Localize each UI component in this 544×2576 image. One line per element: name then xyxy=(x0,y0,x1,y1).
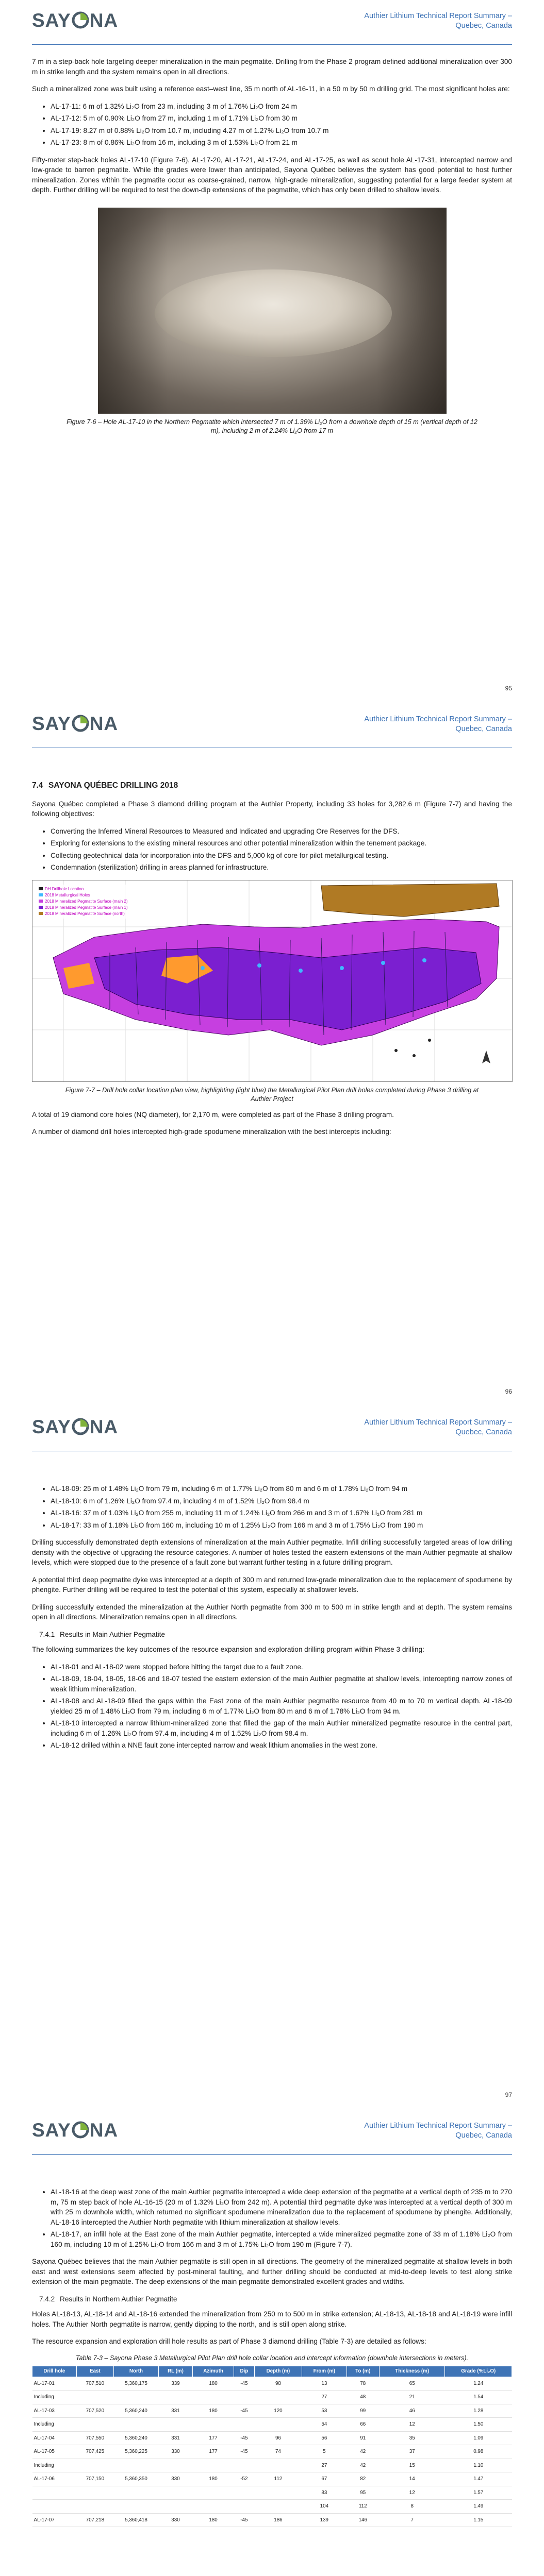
table-cell xyxy=(234,2418,254,2432)
table-body xyxy=(32,2377,512,2527)
table-cell: 53 xyxy=(302,2404,347,2418)
logo-text: SAY xyxy=(32,2120,71,2141)
table-cell: 27 xyxy=(302,2459,347,2472)
table-cell: 7 xyxy=(379,2513,445,2527)
table-cell: 330 xyxy=(158,2513,192,2527)
list-item: • AL-18-09, 18-04, 18-05, 18-06 and 18-07 tested the eastern extension of the main Authier pegmatite at shallow levels, intercepting narrow zones of weak lithium mineralization. xyxy=(51,1674,512,1694)
table-cell: -45 xyxy=(234,2445,254,2459)
table-cell: 707,550 xyxy=(76,2431,113,2445)
table-cell: 5,360,418 xyxy=(114,2513,159,2527)
table-cell xyxy=(254,2391,302,2404)
logo-text: NA xyxy=(89,10,119,31)
table-cell: 104 xyxy=(302,2500,347,2514)
sayona-logo xyxy=(32,11,118,30)
table-cell: 98 xyxy=(254,2377,302,2391)
page-content xyxy=(32,1484,512,1758)
table-row xyxy=(32,2391,512,2404)
table-cell: 339 xyxy=(158,2377,192,2391)
page-content xyxy=(32,57,512,442)
page-content xyxy=(32,2187,512,2527)
page-number: 97 xyxy=(505,2091,512,2098)
list-item: • AL-18-12 drilled within a NNE fault zone intercepted narrow and weak lithium anomalies in the west zone. xyxy=(51,1740,512,1751)
table-cell: AL-17-01 xyxy=(32,2377,77,2391)
table-row xyxy=(32,2404,512,2418)
table-cell: 5,360,225 xyxy=(114,2445,159,2459)
list-item: • AL-18-09: 25 m of 1.48% Li₂O from 79 m, including 6 m of 1.77% Li₂O from 80 m and 6 m of 1.78% Li₂O from 94 m xyxy=(51,1484,512,1494)
page-96 xyxy=(0,703,544,1406)
table-cell xyxy=(158,2500,192,2514)
table-cell xyxy=(158,2486,192,2500)
logo-text: SAY xyxy=(32,10,71,31)
legend-item: DH Drillhole Location xyxy=(45,886,84,891)
table-cell: 1.49 xyxy=(445,2500,512,2514)
logo-o-icon xyxy=(72,2121,89,2139)
table-cell: AL-17-06 xyxy=(32,2472,77,2486)
list-item: • AL-18-01 and AL-18-02 were stopped before hitting the target due to a fault zone. xyxy=(51,1662,512,1672)
paragraph: Drilling successfully demonstrated depth extensions of mineralization at the main Authier pegmatite. Infill drilling successfully targeted areas of low drilling density with the objective of upgrading the resource categories. A number of holes tested the eastern extensions of the main Authier pegmatite at shallow levels, which were stopped due to the presence of a fault zone but warrant further testing in a future drilling program. xyxy=(32,1538,512,1566)
table-cell: 5,360,350 xyxy=(114,2472,159,2486)
table-cell: 99 xyxy=(347,2404,379,2418)
list-item: • AL-18-10: 6 m of 1.26% Li₂O from 97.4 m, including 4 m of 1.52% Li₂O from 98.4 m xyxy=(51,1496,512,1506)
logo-text: SAY xyxy=(32,713,71,734)
paragraph: The resource expansion and exploration drill hole results as part of Phase 3 diamond drilling (Table 7-3) are detailed as follows: xyxy=(32,2337,426,2345)
bullet-list xyxy=(32,826,512,873)
table-cell: 83 xyxy=(302,2486,347,2500)
table-cell xyxy=(76,2391,113,2404)
table-cell xyxy=(114,2418,159,2432)
list-item: • AL-18-17, an infill hole at the East zone of the main Authier pegmatite, intercepted a wide mineralized pegmatite zone of 33 m of 1.18% Li₂O from 160 m, including 10 m of 1.25% Li₂O from 166 m and 3 m of 1.75% Li₂O from 190 m (Figure 7-7). xyxy=(51,2229,512,2249)
table-row xyxy=(32,2445,512,2459)
table-cell: 707,425 xyxy=(76,2445,113,2459)
table-cell: 1.28 xyxy=(445,2404,512,2418)
table-cell: Including xyxy=(32,2391,77,2404)
list-item: • AL-18-10 intercepted a narrow lithium-mineralized zone that filled the gap of the main Authier mineralized pegmatite resource in the central part, including 6 m of 1.26% Li₂O from 97.4 m, including 4 m of 1.52% Li₂O from 98.4 m. xyxy=(51,1718,512,1738)
table-cell: 67 xyxy=(302,2472,347,2486)
bullet-list xyxy=(32,1662,512,1751)
table-row xyxy=(32,2472,512,2486)
table-cell: 56 xyxy=(302,2431,347,2445)
table-cell: 37 xyxy=(379,2445,445,2459)
sayona-logo xyxy=(32,715,118,733)
table-cell xyxy=(234,2459,254,2472)
paragraph: A number of diamond drill holes intercepted high-grade spodumene mineralization with the best intercepts including: xyxy=(32,1128,391,1136)
table-row xyxy=(32,2513,512,2527)
table-cell: 139 xyxy=(302,2513,347,2527)
table-cell: 707,510 xyxy=(76,2377,113,2391)
table-header-row xyxy=(32,2366,512,2377)
table-row xyxy=(32,2486,512,2500)
table-cell: 1.47 xyxy=(445,2472,512,2486)
table-cell xyxy=(193,2500,234,2514)
table-cell: 177 xyxy=(193,2431,234,2445)
list-item: • Exploring for extensions to the existing mineral resources and other potential mineralization within the tenement package. xyxy=(51,838,512,849)
list-item: • Converting the Inferred Mineral Resources to Measured and Indicated and upgrading Ore Reserves for the DFS. xyxy=(51,826,512,837)
table-cell xyxy=(193,2486,234,2500)
list-item: • AL-18-17: 33 m of 1.18% Li₂O from 160 m, including 10 m of 1.25% Li₂O from 166 m and 3 m of 1.75% Li₂O from 190 m xyxy=(51,1520,512,1531)
table-cell xyxy=(158,2459,192,2472)
table-cell: 65 xyxy=(379,2377,445,2391)
table-cell: 1.09 xyxy=(445,2431,512,2445)
list-item: • Condemnation (sterilization) drilling in areas planned for infrastructure. xyxy=(51,862,512,873)
list-item: • AL-18-16 at the deep west zone of the main Authier pegmatite intercepted a wide deep extension of the pegmatite at a vertical depth of 235 m to 270 m, 75 m step back of hole AL-16-15 (20 m of 1.32% Li₂O from 242 m). A potential third pegmatite dyke was intercepted at a vertical depth of 300 m with 25 m downhole width, which returned no significant spodumene mineralization due to the replacement of spodumene by phengite. Additionally, AL-18-16 intercepted the Authier North pegmatite with lithium mineralization at shallow levels. xyxy=(51,2187,512,2227)
section-heading: 7.4 SAYONA QUÉBEC DRILLING 2018 xyxy=(32,781,178,790)
table-cell xyxy=(114,2459,159,2472)
sayona-logo xyxy=(32,2121,118,2140)
table-cell xyxy=(114,2486,159,2500)
table-cell: 1.15 xyxy=(445,2513,512,2527)
logo-o-icon xyxy=(72,1418,89,1435)
table-cell xyxy=(76,2500,113,2514)
table-cell: 112 xyxy=(254,2472,302,2486)
column-header: Depth (m) xyxy=(254,2366,302,2377)
table-cell: 21 xyxy=(379,2391,445,2404)
column-header: East xyxy=(76,2366,113,2377)
paragraph: A potential third deep pegmatite dyke was intercepted at a depth of 300 m and returned low-grade mineralization due to the replacement of spodumene by phengite. Further drilling will be required to test the potential of this system, especially at shallower levels. xyxy=(32,1575,512,1594)
paragraph: Holes AL-18-13, AL-18-14 and AL-18-16 extended the mineralization from 250 m to 500 m in strike extension; AL-18-13, AL-18-18 and AL-18-19 were infill holes. The Authier North pegmatite is narrow, gently dipping to the north, and is still open along strike. xyxy=(32,2310,512,2328)
table-cell: 331 xyxy=(158,2431,192,2445)
list-item: • AL-18-08 and AL-18-09 filled the gaps within the East zone of the main Authier pegmatite resource from 40 m to 70 m vertical depth. AL-18-09 yielded 25 m of 1.48% Li₂O from 79 m, including 6 m of 1.77% Li₂O from 80 m and 6 m of 1.78% Li₂O from 94 m. xyxy=(51,1696,512,1716)
column-header: RL (m) xyxy=(158,2366,192,2377)
table-cell xyxy=(193,2418,234,2432)
list-item: • AL-17-12: 5 m of 0.90% Li₂O from 27 m, including 1 m of 1.71% Li₂O from 30 m xyxy=(51,113,512,124)
table-cell xyxy=(114,2500,159,2514)
paragraph: Drilling successfully extended the mineralization at the Authier North pegmatite from 300 m to 500 m in strike length and at depth. The system remains open in all directions. Mineralization remains open in all directions. xyxy=(32,1603,512,1621)
photo-vignette xyxy=(98,208,447,414)
table-cell: AL-17-04 xyxy=(32,2431,77,2445)
table-cell: 177 xyxy=(193,2445,234,2459)
page-header xyxy=(0,2110,544,2156)
table-cell: 186 xyxy=(254,2513,302,2527)
page-98 xyxy=(0,2110,544,2576)
subsection-heading: 7.4.1 Results in Main Authier Pegmatite xyxy=(39,1630,166,1638)
table-cell: -45 xyxy=(234,2377,254,2391)
bullet-list xyxy=(32,1484,512,1530)
logo-o-icon xyxy=(72,715,89,732)
table-cell xyxy=(254,2418,302,2432)
table-cell: 707,150 xyxy=(76,2472,113,2486)
drill-collar-map xyxy=(32,880,513,1082)
table-cell xyxy=(32,2500,77,2514)
table-cell xyxy=(76,2459,113,2472)
table-cell: 1.54 xyxy=(445,2391,512,2404)
list-item: • AL-18-16: 37 m of 1.03% Li₂O from 255 m, including 11 m of 1.24% Li₂O from 266 m and 3 m of 1.67% Li₂O from 281 m xyxy=(51,1508,512,1518)
table-cell: 180 xyxy=(193,2404,234,2418)
table-cell xyxy=(114,2391,159,2404)
table-cell: 42 xyxy=(347,2445,379,2459)
list-item: • AL-17-11: 6 m of 1.32% Li₂O from 23 m, including 3 m of 1.76% Li₂O from 24 m xyxy=(51,101,512,112)
table-cell: 78 xyxy=(347,2377,379,2391)
page-95 xyxy=(0,0,544,703)
header-rule xyxy=(32,2154,512,2155)
page-content xyxy=(32,760,512,1144)
table-cell: 27 xyxy=(302,2391,347,2404)
table-cell xyxy=(234,2500,254,2514)
bullet-list xyxy=(32,101,512,148)
table-cell: 5,360,175 xyxy=(114,2377,159,2391)
column-header: North xyxy=(114,2366,159,2377)
legend-item: 2018 Mineralized Pegmatite Surface (main 2) xyxy=(45,899,128,904)
report-title: Authier Lithium Technical Report Summary – Quebec, Canada xyxy=(364,1418,512,1436)
logo-text: SAY xyxy=(32,1416,71,1437)
paragraph: Sayona Québec completed a Phase 3 diamond drilling program at the Authier Property, including 33 holes for 3,282.6 m (Figure 7-7) and having the following objectives: xyxy=(32,800,512,818)
table-cell: 5,360,240 xyxy=(114,2404,159,2418)
legend-item: 2018 Mineralized Pegmatite Surface (main 1) xyxy=(45,905,128,910)
table-cell: 91 xyxy=(347,2431,379,2445)
column-header: Azimuth xyxy=(193,2366,234,2377)
table-cell: 12 xyxy=(379,2418,445,2432)
table-cell xyxy=(158,2391,192,2404)
page-header xyxy=(0,0,544,46)
logo-text: NA xyxy=(89,1416,119,1437)
table-cell: 112 xyxy=(347,2500,379,2514)
core-sample-photo xyxy=(98,208,447,414)
table-cell: 1.57 xyxy=(445,2486,512,2500)
table-cell: 15 xyxy=(379,2459,445,2472)
table-row xyxy=(32,2500,512,2514)
table-cell: 180 xyxy=(193,2472,234,2486)
column-header: To (m) xyxy=(347,2366,379,2377)
table-cell xyxy=(158,2418,192,2432)
table-row xyxy=(32,2418,512,2432)
table-row xyxy=(32,2459,512,2472)
table-cell xyxy=(254,2500,302,2514)
table-cell: 95 xyxy=(347,2486,379,2500)
table-cell: 54 xyxy=(302,2418,347,2432)
table-cell xyxy=(234,2391,254,2404)
list-item: • Collecting geotechnical data for incorporation into the DFS and 5,000 kg of core for pilot metallurgical testing. xyxy=(51,851,512,861)
figure-caption: Figure 7-6 – Hole AL-17-10 in the Northern Pegmatite which intersected 7 m of 1.36% Li₂O from a downhole depth of 15 m (vertical depth of 12 m), including 2 m of 2.24% Li₂O from 17 m xyxy=(67,418,477,434)
page-header xyxy=(0,703,544,750)
table-cell: 146 xyxy=(347,2513,379,2527)
table-cell: AL-17-03 xyxy=(32,2404,77,2418)
sayona-logo xyxy=(32,1418,118,1436)
table-cell: 180 xyxy=(193,2377,234,2391)
table-cell: 5,360,240 xyxy=(114,2431,159,2445)
bullet-list xyxy=(32,2187,512,2249)
table-row xyxy=(32,2431,512,2445)
page-number: 95 xyxy=(505,685,512,692)
column-header: From (m) xyxy=(302,2366,347,2377)
logo-o-icon xyxy=(72,11,89,29)
list-item: • AL-17-23: 8 m of 0.86% Li₂O from 16 m, including 3 m of 1.53% Li₂O from 21 m xyxy=(51,138,512,148)
table-cell: 0.98 xyxy=(445,2445,512,2459)
logo-text: NA xyxy=(89,2120,119,2141)
table-cell: 5 xyxy=(302,2445,347,2459)
table-cell xyxy=(193,2391,234,2404)
table-cell: 13 xyxy=(302,2377,347,2391)
subsection-heading: 7.4.2 Results in Northern Authier Pegmatite xyxy=(39,2295,177,2303)
list-item: • AL-17-19: 8.27 m of 0.88% Li₂O from 10.7 m, including 4.27 m of 1.27% Li₂O from 10.7 m xyxy=(51,126,512,136)
table-cell: 48 xyxy=(347,2391,379,2404)
paragraph: 7 m in a step-back hole targeting deeper mineralization in the main pegmatite. Drilling from the Phase 2 program defined additional mineralization over 300 m in strike length and the system remains open in all directions. xyxy=(32,58,512,76)
paragraph: A total of 19 diamond core holes (NQ diameter), for 2,170 m, were completed as part of the Phase 3 drilling program. xyxy=(32,1110,394,1118)
paragraph: The following summarizes the key outcomes of the resource expansion and exploration drilling program within Phase 3 drilling: xyxy=(32,1646,424,1653)
table-cell: 14 xyxy=(379,2472,445,2486)
table-cell: -45 xyxy=(234,2404,254,2418)
report-title: Authier Lithium Technical Report Summary – Quebec, Canada xyxy=(364,2122,512,2140)
table-cell: 74 xyxy=(254,2445,302,2459)
table-cell: -52 xyxy=(234,2472,254,2486)
page-97 xyxy=(0,1406,544,2110)
table-cell: Including xyxy=(32,2459,77,2472)
table-cell: 82 xyxy=(347,2472,379,2486)
table-cell: 1.24 xyxy=(445,2377,512,2391)
table-cell xyxy=(254,2486,302,2500)
table-cell: 35 xyxy=(379,2431,445,2445)
table-cell: 46 xyxy=(379,2404,445,2418)
legend-item: 2018 Mineralized Pegmatite Surface (north) xyxy=(45,911,125,916)
table-cell: 707,520 xyxy=(76,2404,113,2418)
table-cell: 12 xyxy=(379,2486,445,2500)
table-cell: AL-17-07 xyxy=(32,2513,77,2527)
table-cell: 331 xyxy=(158,2404,192,2418)
table-cell: AL-17-05 xyxy=(32,2445,77,2459)
table-cell xyxy=(76,2486,113,2500)
legend-item: 2018 Metallurgical Holes xyxy=(45,892,90,897)
logo-text: NA xyxy=(89,713,119,734)
table-cell xyxy=(193,2459,234,2472)
column-header: Grade (%Li₂O) xyxy=(445,2366,512,2377)
header-rule xyxy=(32,44,512,45)
report-title: Authier Lithium Technical Report Summary – Quebec, Canada xyxy=(364,12,512,30)
table-cell: 1.50 xyxy=(445,2418,512,2432)
column-header: Drill hole xyxy=(32,2366,77,2377)
table-caption: Table 7-3 – Sayona Phase 3 Metallurgical Pilot Plan drill hole collar location and intercept information (downhole intersections in meters). xyxy=(75,2354,469,2362)
paragraph: Fifty-meter step-back holes AL-17-10 (Figure 7-6), AL-17-20, AL-17-21, AL-17-24, and AL-17-25, as well as scout hole AL-17-31, intercepted narrow and low-grade to barren pegmatite. While the grades were lower than anticipated, Sayona Québec believes the system has good potential to host further mineralization. Zones within the pegmatite occur as coarse-grained, narrow, high-grade mineralization, suggesting potential for a large feeder system at depth. Further drilling will be required to test the down-dip extensions of the pegmatite, which has only been drilled to shallow levels. xyxy=(32,156,512,194)
table-cell: 180 xyxy=(193,2513,234,2527)
table-cell xyxy=(234,2486,254,2500)
drill-hole-table xyxy=(32,2366,512,2528)
table-cell: 330 xyxy=(158,2472,192,2486)
column-header: Thickness (m) xyxy=(379,2366,445,2377)
table-cell: 1.10 xyxy=(445,2459,512,2472)
paragraph: Such a mineralized zone was built using a reference east–west line, 35 m north of AL-16-11, in a 50 m by 50 m drilling grid. The most significant holes are: xyxy=(32,85,510,93)
table-cell: 42 xyxy=(347,2459,379,2472)
paragraph: Sayona Québec believes that the main Authier pegmatite is still open in all directions. The geometry of the mineralized pegmatite at shallow levels in both east and west extensions seem affected by post-mineral faulting, and further drilling should be conducted at mid-to-deep levels to test along strike extension of the main pegmatite. The deep extensions of the main pegmatite demonstrated excellent grades and widths. xyxy=(32,2258,512,2285)
table-cell: Including xyxy=(32,2418,77,2432)
figure-caption: Figure 7-7 – Drill hole collar location plan view, highlighting (light blue) the Metallurgical Pilot Plan drill holes completed during Phase 3 drilling at Authier Project xyxy=(65,1086,479,1103)
report-title: Authier Lithium Technical Report Summary – Quebec, Canada xyxy=(364,715,512,733)
page-header xyxy=(0,1406,544,1453)
table-cell: 96 xyxy=(254,2431,302,2445)
page-number: 96 xyxy=(505,1388,512,1395)
table-cell: -45 xyxy=(234,2513,254,2527)
map-graphic xyxy=(32,880,512,1081)
table-cell: 330 xyxy=(158,2445,192,2459)
table-cell xyxy=(32,2486,77,2500)
table-cell: 66 xyxy=(347,2418,379,2432)
column-header: Dip xyxy=(234,2366,254,2377)
table-cell xyxy=(76,2418,113,2432)
table-cell: 8 xyxy=(379,2500,445,2514)
table-cell: -45 xyxy=(234,2431,254,2445)
table-cell: 707,218 xyxy=(76,2513,113,2527)
table-cell: 120 xyxy=(254,2404,302,2418)
table-row xyxy=(32,2377,512,2391)
table-cell xyxy=(254,2459,302,2472)
